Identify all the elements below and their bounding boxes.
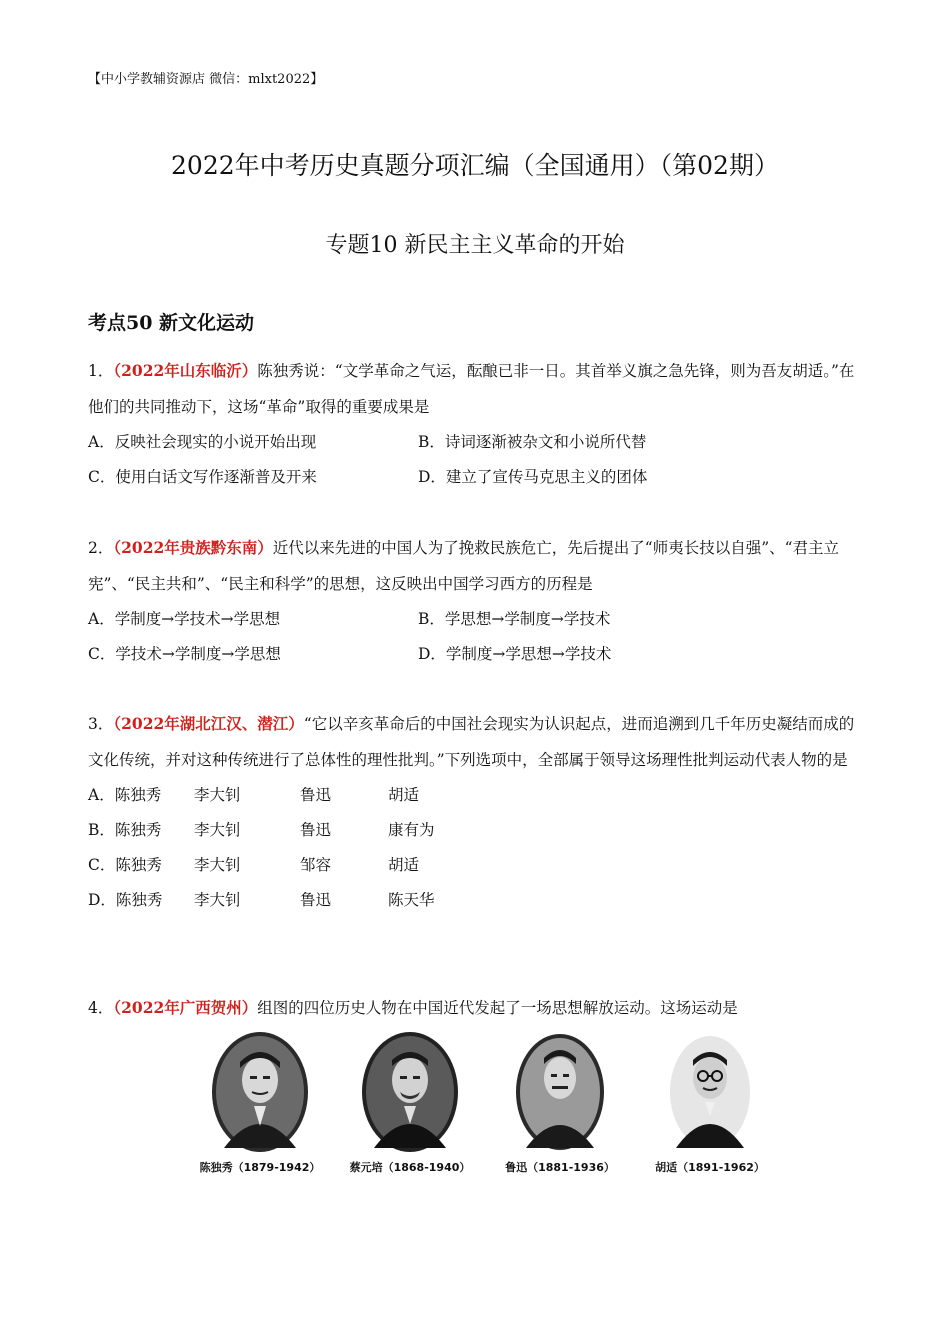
question-source: （2022年湖北江汉、潜江） (113, 714, 304, 733)
options (88, 425, 868, 495)
portrait-chen-duxiu (190, 1030, 330, 1175)
question-source: （2022年山东临沂） (113, 361, 258, 380)
question-stem (88, 530, 868, 602)
portrait-image (210, 1030, 310, 1155)
option-a: A．反映社会现实的小说开始出现 (88, 433, 317, 451)
option-name: 鲁迅 (300, 786, 332, 804)
option-b: B．学思想→学制度→学技术 (418, 610, 611, 628)
question-stem (88, 990, 868, 1026)
portrait-image (660, 1030, 760, 1155)
option-name: C．陈独秀 (88, 856, 162, 874)
question-4 (88, 990, 868, 1026)
page-subtitle: 专题10 新民主主义革命的开始 (325, 233, 625, 258)
option-d (88, 883, 868, 918)
portrait-group (190, 1030, 790, 1182)
option-b (88, 813, 868, 848)
option-d: D．学制度→学思想→学技术 (418, 645, 612, 663)
question-text: 组图的四位历史人物在中国近代发起了一场思想解放运动。这场运动是 (257, 999, 738, 1017)
question-2 (88, 530, 868, 672)
question-number: 4． (88, 999, 114, 1017)
header-note: 【中小学教辅资源店 微信：mlxt2022】 (88, 72, 324, 87)
option-a (88, 778, 868, 813)
portrait-cai-yuanpei (340, 1030, 480, 1175)
question-number: 2． (88, 539, 114, 557)
question-number: 3． (88, 715, 114, 733)
option-name: A．陈独秀 (88, 786, 162, 804)
option-name: 鲁迅 (300, 821, 332, 839)
portrait-caption: 胡适（1891-1962） (655, 1161, 765, 1174)
option-c (88, 848, 868, 883)
page-title: 2022年中考历史真题分项汇编（全国通用）（第02期） (171, 151, 779, 180)
portrait-hu-shi (640, 1030, 780, 1175)
option-b: B．诗词逐渐被杂文和小说所代替 (418, 433, 647, 451)
option-name: 李大钊 (194, 786, 241, 804)
option-d: D．建立了宣传马克思主义的团体 (418, 468, 648, 486)
portrait-caption: 蔡元培（1868-1940） (349, 1161, 471, 1174)
option-c: C．使用白话文写作逐渐普及开来 (88, 468, 317, 486)
option-name: 陈天华 (388, 891, 435, 909)
question-source: （2022年贵族黔东南） (113, 538, 273, 557)
question-text: “它以辛亥革命后的中国社会现实为认识起点，进而追溯到几千年历史凝结而成的文化传统，并对这种传统进行了总体性的理性批判。”下列选项中，全部属于领导这场理性批判运动代表人物的是 (88, 715, 855, 769)
portrait-caption: 鲁迅（1881-1936） (505, 1161, 615, 1174)
section-title: 考点50 新文化运动 (88, 312, 255, 334)
question-3 (88, 706, 868, 918)
option-name: 康有为 (388, 821, 435, 839)
option-name: 李大钊 (194, 821, 241, 839)
portrait-lu-xun (490, 1030, 630, 1175)
question-stem (88, 353, 868, 425)
question-stem (88, 706, 868, 778)
portrait-image (510, 1030, 610, 1155)
question-text: 近代以来先进的中国人为了挽救民族危亡，先后提出了“师夷长技以自强”、“君主立宪”、“民主共和”、“民主和科学”的思想，这反映出中国学习西方的历程是 (88, 539, 840, 593)
option-name: D．陈独秀 (88, 891, 163, 909)
option-a: A．学制度→学技术→学思想 (88, 610, 281, 628)
question-1 (88, 353, 868, 495)
option-name: B．陈独秀 (88, 821, 162, 839)
option-name: 鲁迅 (300, 891, 332, 909)
option-name: 胡适 (388, 856, 420, 874)
portrait-caption: 陈独秀（1879-1942） (199, 1161, 321, 1174)
option-name: 李大钊 (194, 891, 241, 909)
question-number: 1． (88, 362, 114, 380)
option-name: 胡适 (388, 786, 420, 804)
option-c: C．学技术→学制度→学思想 (88, 645, 281, 663)
options (88, 602, 868, 672)
option-name: 李大钊 (194, 856, 241, 874)
question-text: 陈独秀说：“文学革命之气运，酝酿已非一日。其首举义旗之急先锋，则为吾友胡适。”在他们的共同推动下，这场“革命”取得的重要成果是 (88, 362, 855, 416)
portrait-image (360, 1030, 460, 1155)
option-name: 邹容 (300, 856, 332, 874)
question-source: （2022年广西贺州） (113, 998, 258, 1017)
